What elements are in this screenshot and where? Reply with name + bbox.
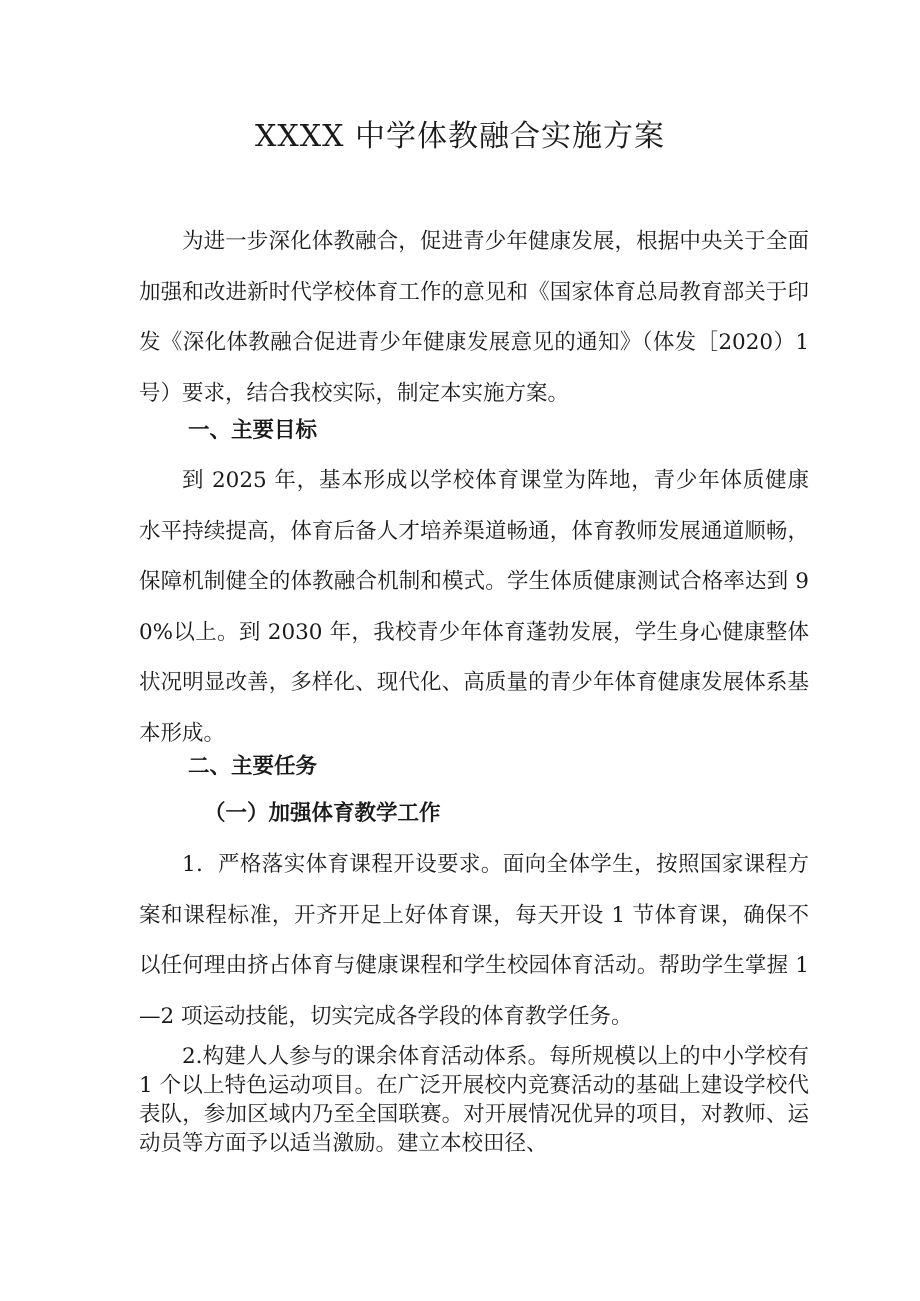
section-heading-tasks: 二、主要任务 xyxy=(188,754,318,779)
section-heading-goals: 一、主要目标 xyxy=(188,418,318,443)
task-item-2: 2.构建人人参与的课余体育活动体系。每所规模以上的中小学校有 1 个以上特色运动项目。在广泛开展校内竞赛活动的基础上建设学校代表队，参加区域内乃至全国联赛。对开展情况优异的项目，对教师、运动员等方面予以适当激励。建立本校田径、 xyxy=(139,1044,809,1156)
document-title: XXXX 中学体教融合实施方案 xyxy=(255,119,665,154)
intro-paragraph: 为进一步深化体教融合，促进青少年健康发展，根据中央关于全面加强和改进新时代学校体育工作的意见和《国家体育总局教育部关于印发《深化体教融合促进青少年健康发展意见的通知》（体发［2020）1 号）要求，结合我校实际，制定本实施方案。 xyxy=(139,229,809,406)
subsection-heading-teaching: （一）加强体育教学工作 xyxy=(204,801,441,826)
goals-paragraph: 到 2025 年，基本形成以学校体育课堂为阵地，青少年体质健康水平持续提高，体育后备人才培养渠道畅通，体育教师发展通道顺畅，保障机制健全的体教融合机制和模式。学生体质健康测试合格率达到 90%以上。到 2030 年，我校青少年体育蓬勃发展，学生身心健康整体状况明显改善，多样化、现代化、高质量的青少年体育健康发展体系基本形成。 xyxy=(139,468,809,746)
task-item-1: 1．严格落实体育课程开设要求。面向全体学生，按照国家课程方案和课程标准，开齐开足上好体育课，每天开设 1 节体育课，确保不以任何理由挤占体育与健康课程和学生校园体育活动。帮助学生掌握 1—2 项运动技能，切实完成各学段的体育教学任务。 xyxy=(139,852,809,1029)
